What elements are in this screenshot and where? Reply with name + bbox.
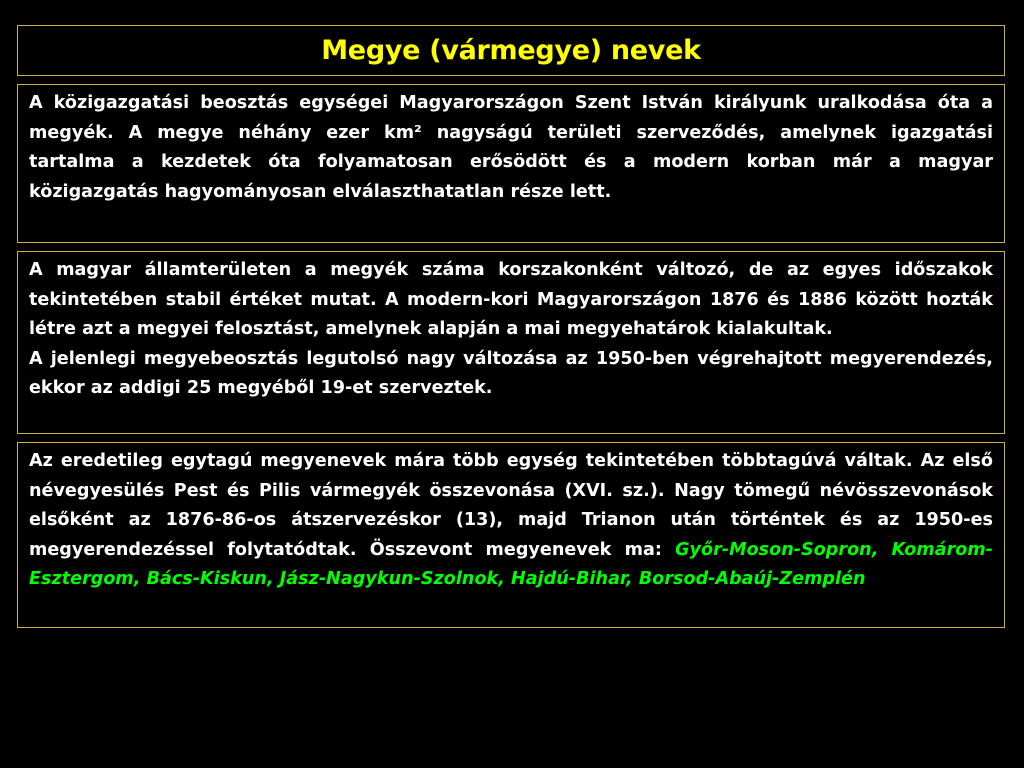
page-title: Megye (vármegye) nevek — [321, 35, 701, 66]
intro-paragraph: A közigazgatási beosztás egységei Magyarországon Szent István királyunk uralkodása óta a megyék. A megye néhány ezer km² nagyságú területi szerveződés, amelynek igazgatási tartalma a kezdetek óta folyamatosan erősödött és a modern korban már a magyar közigazgatás hagyományosan elválaszthatatlan része lett. — [29, 93, 993, 202]
county-names-box — [17, 442, 1005, 628]
county-names-text: Az eredetileg egytagú megyenevek mára több egység tekintetében többtagúvá váltak. Az első névegyesülés Pest és Pilis vármegyék összevonása (XVI. sz.). Nagy tömegű névösszevonások elsőként az 1876-86-os átszervezéskor (13), majd Trianon után történtek és az 1950-es megyerendezéssel folytatódtak. Összevont megyenevek ma: — [29, 451, 993, 560]
merged-county-names: Győr-Moson-Sopron, Komárom-Esztergom, Bács-Kiskun, Jász-Nagykun-Szolnok, Hajdú-Bihar, Borsod-Abaúj-Zemplén — [29, 539, 993, 589]
county-names-paragraph — [18, 443, 1004, 595]
county-count-box — [17, 251, 1005, 434]
intro-box — [17, 84, 1005, 243]
title-box — [17, 25, 1005, 76]
reorganization-paragraph: A jelenlegi megyebeosztás legutolsó nagy változása az 1950-ben végrehajtott megyerendezés, ekkor az addigi 25 megyéből 19-et szerveztek. — [29, 348, 993, 398]
county-count-paragraph: A magyar államterületen a megyék száma korszakonként változó, de az egyes időszakok tekintetében stabil értéket mutat. A modern-kori Magyarországon 1876 és 1886 között hozták létre azt a megyei felosztást, amelynek alapján a mai megyehatárok kialakultak. — [29, 260, 993, 339]
